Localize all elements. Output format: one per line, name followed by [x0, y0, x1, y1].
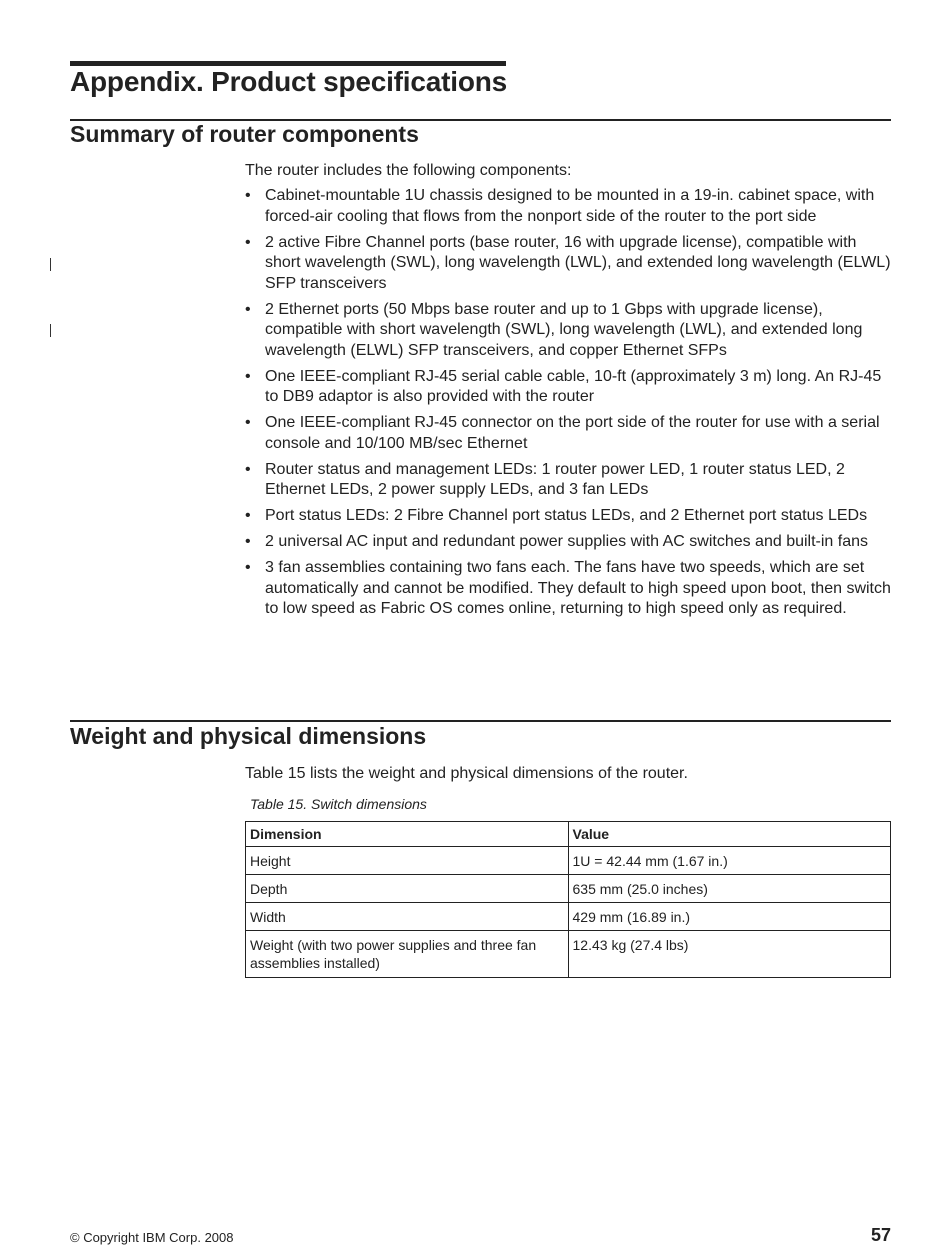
change-bar: [50, 324, 51, 337]
list-item: [245, 367, 891, 408]
list-item-text: 3 fan assemblies containing two fans each. The fans have two speeds, which are set automatically and cannot be modified. They default to high speed upon boot, then switch to low speed as Fabric OS comes online, returning to high speed only as required.: [265, 559, 891, 617]
table-row: [246, 903, 891, 931]
bullet-glyph: •: [245, 233, 251, 251]
table-cell: 1U = 42.44 mm (1.67 in.): [568, 847, 890, 875]
bullet-glyph: •: [245, 460, 251, 478]
footer-copyright: © Copyright IBM Corp. 2008: [70, 1230, 234, 1245]
list-item: [245, 413, 891, 454]
list-item-text: 2 active Fibre Channel ports (base router, 16 with upgrade license), compatible with short wavelength (SWL), long wavelength (LWL), and extended long wavelength (ELWL) SFP transceivers: [265, 233, 891, 292]
list-item-text: 2 Ethernet ports (50 Mbps base router and up to 1 Gbps with upgrade license), compatible with short wavelength (SWL), long wavelength (LWL), and extended long wavelength (ELWL) SFP transceivers, and copper Ethernet SFPs: [265, 300, 863, 359]
bullet-glyph: •: [245, 187, 251, 204]
list-item: [245, 300, 891, 362]
table-cell: Depth: [246, 875, 569, 903]
list-item: [245, 532, 891, 553]
bullet-glyph: •: [245, 367, 251, 385]
table-cell: 635 mm (25.0 inches): [568, 875, 890, 903]
table-cell: 429 mm (16.89 in.): [568, 903, 890, 931]
list-item-text: One IEEE-compliant RJ-45 connector on the port side of the router for use with a serial console and 10/100 MB/sec Ethernet: [265, 414, 880, 452]
column-header-dimension: Dimension: [246, 822, 569, 847]
section-rule-dimensions: [70, 720, 891, 722]
components-intro: The router includes the following components:: [245, 162, 572, 179]
bullet-glyph: •: [245, 559, 251, 576]
page-title: Appendix. Product specifications: [70, 66, 508, 97]
table-header-row: [246, 822, 891, 847]
table-cell: 12.43 kg (27.4 lbs): [568, 931, 890, 978]
bullet-glyph: •: [245, 533, 251, 550]
change-bar: [50, 258, 51, 271]
list-item: [245, 506, 891, 527]
list-item-text: Cabinet-mountable 1U chassis designed to be mounted in a 19-in. cabinet space, with forced-air cooling that flows from the nonport side of the router to the port side: [265, 187, 875, 225]
list-item-text: 2 universal AC input and redundant power supplies with AC switches and built-in fans: [265, 533, 869, 550]
list-item-text: Router status and management LEDs: 1 router power LED, 1 router status LED, 2 Ethernet LEDs, 2 power supply LEDs, and 3 fan LEDs: [265, 460, 845, 498]
list-item: [245, 460, 891, 501]
table-row: [246, 847, 891, 875]
bullet-glyph: •: [245, 507, 251, 524]
section-title-dimensions: Weight and physical dimensions: [70, 723, 427, 749]
column-header-value: Value: [568, 822, 890, 847]
table-cell: Width: [246, 903, 569, 931]
bullet-glyph: •: [245, 414, 251, 431]
list-item: [245, 558, 891, 620]
bullet-glyph: •: [245, 300, 251, 318]
table-caption: Table 15. Switch dimensions: [250, 796, 427, 812]
list-item: [245, 233, 891, 295]
table-cell: Weight (with two power supplies and three fan assemblies installed): [246, 931, 569, 978]
table-cell: Height: [246, 847, 569, 875]
section-title-components: Summary of router components: [70, 121, 419, 147]
dimensions-table: [245, 821, 891, 978]
list-item-text: Port status LEDs: 2 Fibre Channel port status LEDs, and 2 Ethernet port status LEDs: [265, 507, 868, 524]
components-list: [245, 186, 891, 625]
dimensions-intro: Table 15 lists the weight and physical dimensions of the router.: [245, 765, 688, 782]
table-row: [246, 875, 891, 903]
page-number: 57: [870, 1225, 891, 1245]
list-item: [245, 186, 891, 227]
list-item-text: One IEEE-compliant RJ-45 serial cable cable, 10-ft (approximately 3 m) long. An RJ-45 to DB9 adaptor is also provided with the router: [265, 367, 882, 405]
table-row: [246, 931, 891, 978]
